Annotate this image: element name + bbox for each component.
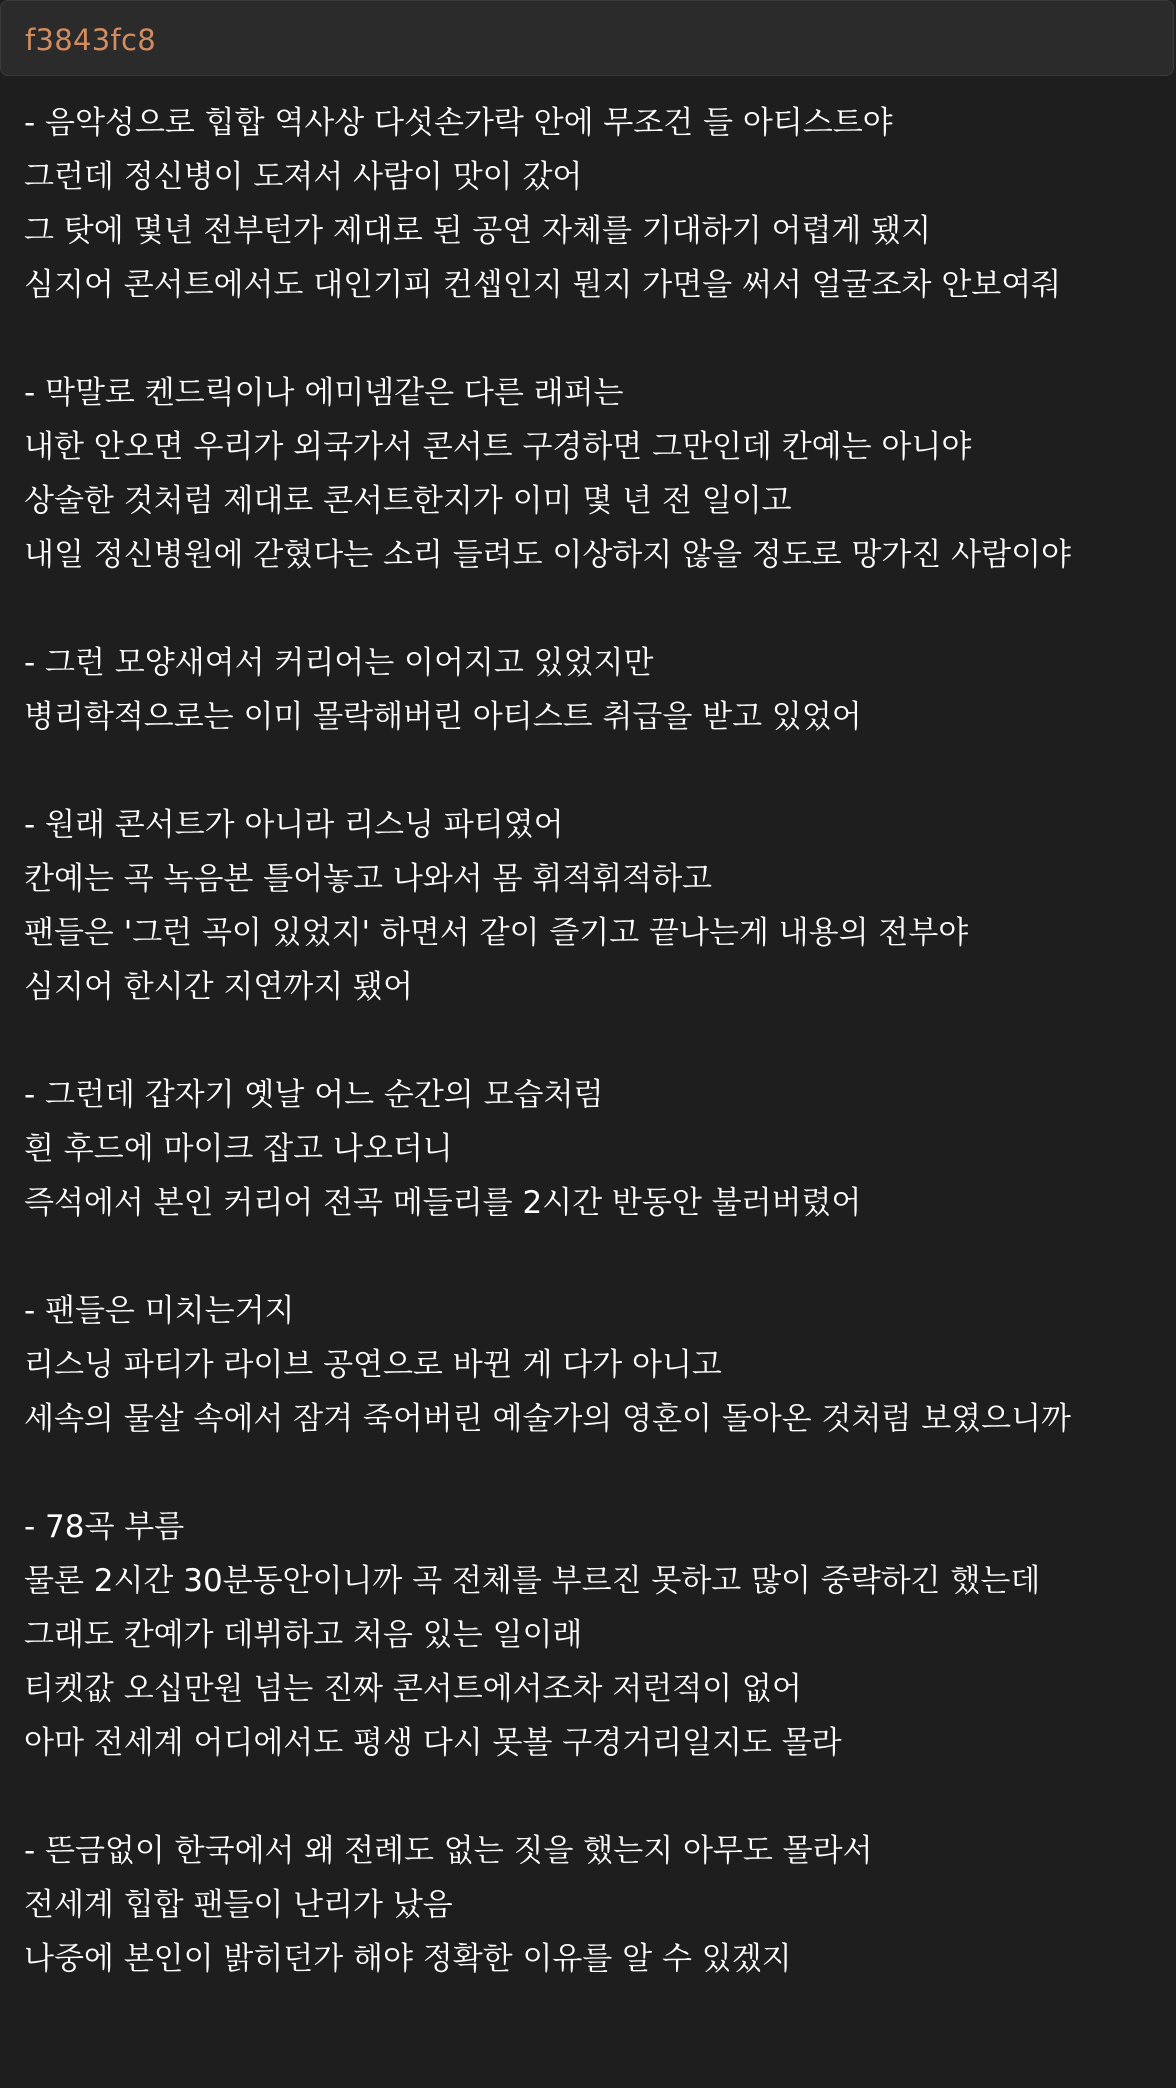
text-line: 그래도 칸예가 데뷔하고 처음 있는 일이래 <box>24 1617 583 1653</box>
text-line: 그런데 정신병이 도져서 사람이 맛이 갔어 <box>24 159 583 195</box>
text-line: 상술한 것처럼 제대로 콘서트한지가 이미 몇 년 전 일이고 <box>24 483 792 519</box>
text-line: - 막말로 켄드릭이나 에미넴같은 다른 래퍼는 <box>24 375 624 411</box>
text-line: 팬들은 '그런 곡이 있었지' 하면서 같이 즐기고 끝나는게 내용의 전부야 <box>24 915 969 951</box>
text-line: - 그런 모양새여서 커리어는 이어지고 있었지만 <box>24 645 654 681</box>
text-line: - 음악성으로 힙합 역사상 다섯손가락 안에 무조건 들 아티스트야 <box>24 105 893 141</box>
note-title: f3843fc8 <box>25 23 157 57</box>
blank-line <box>24 1770 1154 1824</box>
text-line: 티켓값 오십만원 넘는 진짜 콘서트에서조차 저런적이 없어 <box>24 1671 802 1707</box>
note-body <box>24 96 1154 1986</box>
blank-line <box>24 1014 1154 1068</box>
text-line: 나중에 본인이 밝히던가 해야 정확한 이유를 알 수 있겠지 <box>24 1941 792 1977</box>
text-line: - 원래 콘서트가 아니라 리스닝 파티였어 <box>24 807 564 843</box>
text-line: 물론 2시간 30분동안이니까 곡 전체를 부르진 못하고 많이 중략하긴 했는데 <box>24 1563 1041 1599</box>
text-line: 병리학적으로는 이미 몰락해버린 아티스트 취급을 받고 있었어 <box>24 699 862 735</box>
text-line: 리스닝 파티가 라이브 공연으로 바뀐 게 다가 아니고 <box>24 1347 722 1383</box>
blank-line <box>24 744 1154 798</box>
blank-line <box>24 582 1154 636</box>
blank-line <box>24 1446 1154 1500</box>
title-bar <box>0 0 1174 76</box>
text-line: - 78곡 부름 <box>24 1509 185 1545</box>
blank-line <box>24 1230 1154 1284</box>
blank-line <box>24 312 1154 366</box>
text-line: 그 탓에 몇년 전부턴가 제대로 된 공연 자체를 기대하기 어렵게 됐지 <box>24 213 932 249</box>
text-line: 칸예는 곡 녹음본 틀어놓고 나와서 몸 휘적휘적하고 <box>24 861 712 897</box>
text-line: 흰 후드에 마이크 잡고 나오더니 <box>24 1131 453 1167</box>
text-line: - 그런데 갑자기 옛날 어느 순간의 모습처럼 <box>24 1077 604 1113</box>
text-line: 전세계 힙합 팬들이 난리가 났음 <box>24 1887 453 1923</box>
text-line: - 팬들은 미치는거지 <box>24 1293 295 1329</box>
text-line: 내일 정신병원에 갇혔다는 소리 들려도 이상하지 않을 정도로 망가진 사람이야 <box>24 537 1071 573</box>
text-line: 심지어 한시간 지연까지 됐어 <box>24 969 413 1005</box>
text-line: - 뜬금없이 한국에서 왜 전례도 없는 짓을 했는지 아무도 몰라서 <box>24 1833 873 1869</box>
text-line: 심지어 콘서트에서도 대인기피 컨셉인지 뭔지 가면을 써서 얼굴조차 안보여줘 <box>24 267 1062 303</box>
text-line: 세속의 물살 속에서 잠겨 죽어버린 예술가의 영혼이 돌아온 것처럼 보였으니까 <box>24 1401 1071 1437</box>
text-line: 내한 안오면 우리가 외국가서 콘서트 구경하면 그만인데 칸예는 아니야 <box>24 429 972 465</box>
text-line: 아마 전세계 어디에서도 평생 다시 못볼 구경거리일지도 몰라 <box>24 1725 842 1761</box>
text-line: 즉석에서 본인 커리어 전곡 메들리를 2시간 반동안 불러버렸어 <box>24 1185 862 1221</box>
